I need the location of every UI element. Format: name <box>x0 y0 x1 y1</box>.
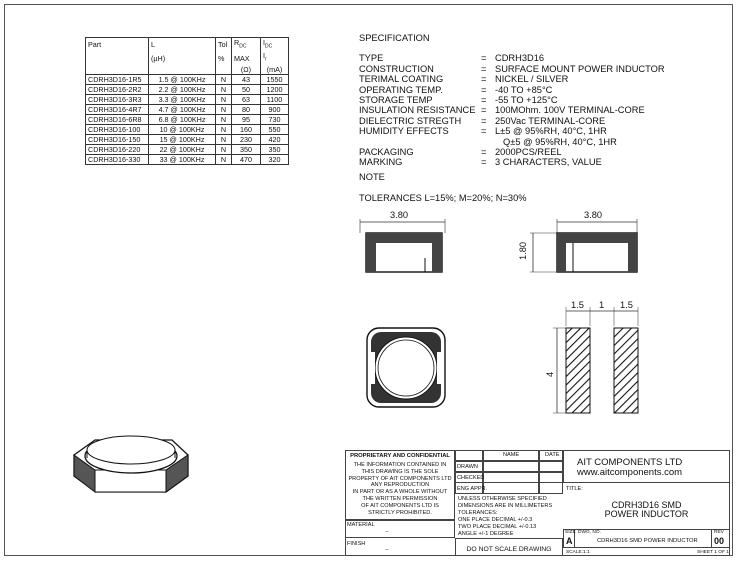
tol-cell: N <box>216 84 232 94</box>
size-label: SIZE <box>565 530 576 535</box>
tolerance-line: TOLERANCES: <box>458 509 498 516</box>
rdc-cell: 95 <box>232 114 261 124</box>
inductance-cell: 6.8 @ 100KHz <box>149 114 216 124</box>
tolerance-line: DIMENSIONS ARE IN MILLIMETERS <box>458 502 553 509</box>
material-value: -- <box>385 529 389 535</box>
spec-key: PACKAGING <box>359 147 414 158</box>
tolerance-line: ANGLE +/-1 DEGREE <box>458 530 514 537</box>
spec-value: L±5 @ 95%RH, 40°C, 1HR <box>495 126 607 137</box>
proprietary-line: IN PART OR AS A WHOLE WITHOUT <box>352 489 448 496</box>
tol-cell: N <box>216 144 232 154</box>
part-cell: CDRH3D16-1R5 <box>86 74 149 84</box>
pad-layout <box>553 307 638 413</box>
spec-key: STORAGE TEMP <box>359 95 433 106</box>
date-header: DATE <box>545 452 560 458</box>
spec-separator: = <box>481 84 487 95</box>
inductance-cell: 1.5 @ 100KHz <box>149 74 216 84</box>
rdc-cell: 160 <box>232 124 261 134</box>
proprietary-text <box>345 462 455 516</box>
spec-value: CDRH3D16 <box>495 53 545 64</box>
title-line-2: POWER INDUCTOR <box>604 509 689 519</box>
spec-value: SURFACE MOUNT POWER INDUCTOR <box>495 63 665 74</box>
material-label: MATERIAL <box>347 522 375 528</box>
part-cell: CDRH3D16-4R7 <box>86 104 149 114</box>
proprietary-line: THIS DRAWING IS THE SOLE <box>361 468 439 475</box>
spec-separator: = <box>481 105 487 116</box>
header-l-unit: (µH) <box>149 51 216 64</box>
header-idc-sym: $I_r$ <box>261 51 289 64</box>
spec-separator: = <box>481 95 487 106</box>
spec-key: HUMIDITY EFFECTS <box>359 126 449 137</box>
spec-separator: = <box>481 147 487 158</box>
company-name: AIT COMPONENTS LTD <box>577 457 683 468</box>
spec-value: -55 TO +125°C <box>495 95 558 106</box>
header-idc-unit: (mA) <box>261 65 289 75</box>
front-view-left <box>360 219 445 272</box>
header-part: Part <box>86 38 149 52</box>
top-view <box>367 328 445 407</box>
idc-cell: 900 <box>261 104 289 114</box>
spec-key: INSULATION RESISTANCE <box>359 105 476 116</box>
proprietary-title: PROPRIETARY AND CONFIDENTIAL <box>350 453 450 459</box>
part-cell: CDRH3D16-3R3 <box>86 94 149 104</box>
proprietary-line: STRICTLY PROHIBITED. <box>368 509 432 516</box>
header-rdc-unit: (Ω) <box>232 65 261 75</box>
finish-value: -- <box>385 547 389 553</box>
proprietary-line: THE WRITTEN PERMISSION <box>362 495 438 502</box>
title-label: TITLE: <box>566 486 583 492</box>
spec-value: NICKEL / SILVER <box>495 74 569 85</box>
idc-cell: 1100 <box>261 94 289 104</box>
dim-pad-gap: 1 <box>599 300 605 310</box>
tol-cell: N <box>216 74 232 84</box>
spec-separator: = <box>481 126 487 137</box>
title-line-1: CDRH3D16 SMD <box>611 500 682 510</box>
dim-pad-length: 4 <box>545 371 555 377</box>
tol-cell: N <box>216 94 232 104</box>
proprietary-line: THE INFORMATION CONTAINED IN <box>353 462 447 468</box>
spec-key: MARKING <box>359 157 403 168</box>
tolerance-line: ONE PLACE DECIMAL +/-0.3 <box>458 516 533 523</box>
idc-cell: 550 <box>261 124 289 134</box>
part-cell: CDRH3D16-2R2 <box>86 84 149 94</box>
inductance-cell: 10 @ 100KHz <box>149 124 216 134</box>
rdc-cell: 350 <box>232 144 261 154</box>
dwg-label: DWG. NO. <box>578 530 601 535</box>
scale-label: SCALE:1:1 <box>566 550 590 555</box>
idc-cell: 350 <box>261 144 289 154</box>
part-cell: CDRH3D16-150 <box>86 134 149 144</box>
rdc-cell: 50 <box>232 84 261 94</box>
tolerance-notes <box>458 496 552 537</box>
idc-cell: 730 <box>261 114 289 124</box>
specification-title: SPECIFICATION <box>359 33 430 43</box>
header-tol-unit: % <box>216 51 232 64</box>
finish-label: FINISH <box>347 541 366 547</box>
spec-value: 100MOhm. 100V TERMINAL-CORE <box>495 105 645 116</box>
tolerance-line: UNLESS OTHERWISE SPECIFIED <box>458 496 547 502</box>
rev-value: 00 <box>714 536 725 546</box>
sheet-label: SHEET 1 OF 1 <box>697 550 729 555</box>
dim-width-left: 3.80 <box>390 210 409 220</box>
dim-pad-right: 1.5 <box>620 300 633 310</box>
rdc-cell: 80 <box>232 104 261 114</box>
proprietary-line: ANY REPRODUCTION <box>370 482 430 489</box>
title-block <box>345 450 730 556</box>
idc-cell: 1200 <box>261 84 289 94</box>
inductance-cell: 4.7 @ 100KHz <box>149 104 216 114</box>
inductance-cell: 22 @ 100KHz <box>149 144 216 154</box>
spec-separator: = <box>481 74 487 85</box>
dim-width-right: 3.80 <box>584 210 603 220</box>
inductance-cell: 15 @ 100KHz <box>149 134 216 144</box>
name-header: NAME <box>503 452 520 458</box>
spec-value: -40 TO +85°C <box>495 84 553 95</box>
drawn-label: DRAWN <box>457 464 478 470</box>
note-label: NOTE <box>359 172 385 182</box>
idc-cell: 320 <box>261 154 289 164</box>
spec-separator: = <box>481 157 487 168</box>
tol-cell: N <box>216 134 232 144</box>
do-not-scale: DO NOT SCALE DRAWING <box>466 546 552 553</box>
part-cell: CDRH3D16-220 <box>86 144 149 154</box>
spec-value: 250Vac TERMINAL-CORE <box>495 115 606 126</box>
spec-value: Q±5 @ 95%RH, 40°C, 1HR <box>503 136 617 147</box>
spec-key: DIELECTRIC STREGTH <box>359 115 462 126</box>
rdc-cell: 470 <box>232 154 261 164</box>
dwg-value: CDRH3D16 SMD POWER INDUCTOR <box>597 538 698 544</box>
tolerances-text: TOLERANCES L=15%; M=20%; N=30% <box>359 193 527 203</box>
rdc-cell: 63 <box>232 94 261 104</box>
rdc-cell: 230 <box>232 134 261 144</box>
spec-value: 2000PCS/REEL <box>495 147 562 158</box>
tolerance-line: TWO PLACE DECIMAL +/-0.13 <box>458 523 537 530</box>
part-cell: CDRH3D16-100 <box>86 124 149 134</box>
company-website: www.aitcomponents.com <box>577 467 683 478</box>
size-value: A <box>566 536 573 546</box>
inductance-cell: 33 @ 100KHz <box>149 154 216 164</box>
header-rdc-max: MAX <box>232 51 261 64</box>
isometric-view <box>74 436 188 492</box>
inductance-cell: 3.3 @ 100KHz <box>149 94 216 104</box>
part-cell: CDRH3D16-6R8 <box>86 114 149 124</box>
header-idc: $I_{DC}$ <box>261 38 289 52</box>
header-rdc: $R_{DC}$ <box>232 38 261 52</box>
spec-key: TYPE <box>359 53 384 64</box>
inductance-cell: 2.2 @ 100KHz <box>149 84 216 94</box>
proprietary-line: PROPERTY OF AIT COMPONENTS LTD <box>348 475 452 482</box>
spec-separator: = <box>481 115 487 126</box>
spec-separator: = <box>481 53 487 64</box>
spec-key: CONSTRUCTION <box>359 63 434 74</box>
checked-label: CHECKED <box>457 475 485 481</box>
spec-separator: = <box>481 63 487 74</box>
dim-height: 1.80 <box>518 241 528 260</box>
idc-cell: 1550 <box>261 74 289 84</box>
tol-cell: N <box>216 154 232 164</box>
proprietary-line: OF AIT COMPONENTS LTD IS <box>361 502 439 509</box>
front-view-right <box>530 219 637 272</box>
tol-cell: N <box>216 124 232 134</box>
header-tol: Tol <box>216 38 232 52</box>
rdc-cell: 43 <box>232 74 261 84</box>
spec-key: TERIMAL COATING <box>359 74 444 85</box>
rev-label: REV <box>714 530 724 535</box>
tol-cell: N <box>216 114 232 124</box>
part-cell: CDRH3D16-330 <box>86 154 149 164</box>
header-l: L <box>149 38 216 52</box>
tol-cell: N <box>216 104 232 114</box>
dim-pad-left: 1.5 <box>571 300 584 310</box>
spec-value: 3 CHARACTERS, VALUE <box>495 157 602 168</box>
eng-appr-label: ENG APPR. <box>457 486 488 492</box>
idc-cell: 420 <box>261 134 289 144</box>
spec-key: OPERATING TEMP. <box>359 84 443 95</box>
